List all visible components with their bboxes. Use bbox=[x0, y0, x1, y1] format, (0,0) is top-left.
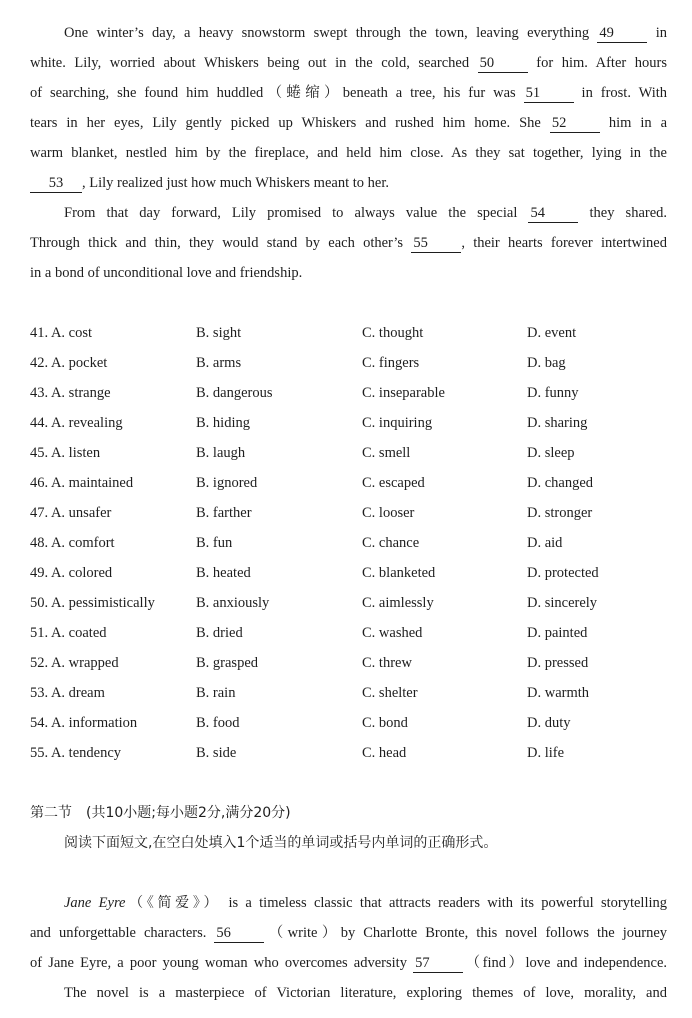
option-b[interactable]: B. dried bbox=[196, 625, 243, 641]
option-a[interactable]: 48. A. comfort bbox=[30, 535, 115, 551]
option-d[interactable]: D. painted bbox=[527, 625, 588, 641]
option-b[interactable]: B. arms bbox=[196, 355, 242, 371]
option-row bbox=[30, 562, 670, 592]
option-c[interactable]: C. escaped bbox=[362, 475, 425, 491]
option-row bbox=[30, 622, 670, 652]
option-a[interactable]: 45. A. listen bbox=[30, 445, 101, 461]
passage-line bbox=[30, 982, 667, 1012]
option-a[interactable]: 44. A. revealing bbox=[30, 415, 123, 431]
passage-text: and unforgettable characters. bbox=[30, 925, 207, 941]
passage-text: The novel is a masterpiece of Victorian literature, exploring themes of love, morality, and bbox=[64, 985, 667, 1001]
option-row bbox=[30, 652, 670, 682]
option-c[interactable]: C. fingers bbox=[362, 355, 420, 371]
passage-text: in frost. With bbox=[581, 85, 668, 101]
option-d[interactable]: D. warmth bbox=[527, 685, 590, 701]
blank-57[interactable]: 57 bbox=[413, 954, 463, 973]
passage-text: tears in her eyes, Lily gently picked up Whiskers and rushed him home. She bbox=[30, 115, 541, 131]
option-c[interactable]: C. blanketed bbox=[362, 565, 436, 581]
option-c[interactable]: C. head bbox=[362, 745, 407, 761]
option-row bbox=[30, 442, 670, 472]
option-c[interactable]: C. looser bbox=[362, 505, 415, 521]
option-d[interactable]: D. pressed bbox=[527, 655, 589, 671]
option-b[interactable]: B. grasped bbox=[196, 655, 259, 671]
option-c[interactable]: C. thought bbox=[362, 325, 424, 341]
option-d[interactable]: D. event bbox=[527, 325, 577, 341]
passage-line bbox=[30, 82, 667, 112]
blank-49[interactable]: 49 bbox=[597, 24, 647, 43]
option-row bbox=[30, 682, 670, 712]
option-c[interactable]: C. aimlessly bbox=[362, 595, 434, 611]
blank-55[interactable]: 55 bbox=[411, 234, 461, 253]
option-row bbox=[30, 412, 670, 442]
option-c[interactable]: C. inseparable bbox=[362, 385, 445, 401]
passage-line bbox=[30, 142, 667, 172]
section-two-instruction: 阅读下面短文,在空白处填入1个适当的单词或括号内单词的正确形式。 bbox=[64, 835, 498, 851]
option-a[interactable]: 43. A. strange bbox=[30, 385, 111, 401]
passage-text: （write）by Charlotte Bronte, this novel follows the journey bbox=[264, 925, 667, 941]
passage-text: is a timeless classic that attracts readers with its powerful storytelling bbox=[228, 895, 667, 911]
option-c[interactable]: C. washed bbox=[362, 625, 423, 641]
option-row bbox=[30, 712, 670, 742]
option-a[interactable]: 54. A. information bbox=[30, 715, 138, 731]
passage-line bbox=[30, 232, 667, 262]
passage-text: warm blanket, nestled him by the fireplace, and held him close. As they sat together, lying in the bbox=[30, 145, 667, 161]
passage-text: they shared. bbox=[589, 205, 668, 221]
passage-text: Through thick and thin, they would stand by each other’s bbox=[30, 235, 404, 251]
option-row bbox=[30, 352, 670, 382]
option-row bbox=[30, 382, 670, 412]
passage-text: （find）love and independence. bbox=[463, 955, 668, 971]
option-a[interactable]: 52. A. wrapped bbox=[30, 655, 119, 671]
passage-text: , Lily realized just how much Whiskers meant to her. bbox=[82, 175, 389, 191]
passage-text: , their hearts forever intertwined bbox=[461, 235, 667, 251]
passage-line bbox=[30, 262, 667, 292]
passage-text: white. Lily, worried about Whiskers being out in the cold, searched bbox=[30, 55, 470, 71]
option-a[interactable]: 55. A. tendency bbox=[30, 745, 122, 761]
option-a[interactable]: 51. A. coated bbox=[30, 625, 107, 641]
blank-54[interactable]: 54 bbox=[528, 204, 578, 223]
book-title: Jane Eyre bbox=[64, 895, 126, 911]
option-b[interactable]: B. rain bbox=[196, 685, 236, 701]
option-d[interactable]: D. duty bbox=[527, 715, 571, 731]
passage-line bbox=[30, 952, 667, 982]
option-b[interactable]: B. anxiously bbox=[196, 595, 270, 611]
section-two-heading: 第二节 (共10小题;每小题2分,满分20分) bbox=[30, 805, 291, 821]
option-d[interactable]: D. sharing bbox=[527, 415, 588, 431]
option-a[interactable]: 53. A. dream bbox=[30, 685, 105, 701]
option-b[interactable]: B. side bbox=[196, 745, 237, 761]
passage-line bbox=[30, 172, 667, 202]
option-a[interactable]: 50. A. pessimistically bbox=[30, 595, 155, 611]
option-a[interactable]: 46. A. maintained bbox=[30, 475, 134, 491]
option-b[interactable]: B. farther bbox=[196, 505, 252, 521]
passage-text: him in a bbox=[608, 115, 668, 131]
passage-text: From that day forward, Lily promised to always value the special bbox=[64, 205, 518, 221]
option-c[interactable]: C. bond bbox=[362, 715, 408, 731]
option-d[interactable]: D. funny bbox=[527, 385, 579, 401]
option-c[interactable]: C. shelter bbox=[362, 685, 418, 701]
passage-text: in bbox=[655, 25, 667, 41]
option-d[interactable]: D. bag bbox=[527, 355, 566, 371]
option-c[interactable]: C. smell bbox=[362, 445, 411, 461]
passage-text: for him. After hours bbox=[536, 55, 668, 71]
option-b[interactable]: B. dangerous bbox=[196, 385, 273, 401]
option-c[interactable]: C. chance bbox=[362, 535, 420, 551]
option-b[interactable]: B. food bbox=[196, 715, 240, 731]
option-d[interactable]: D. changed bbox=[527, 475, 594, 491]
option-d[interactable]: D. protected bbox=[527, 565, 599, 581]
passage-line bbox=[30, 52, 667, 82]
option-a[interactable]: 41. A. cost bbox=[30, 325, 93, 341]
option-b[interactable]: B. hiding bbox=[196, 415, 250, 431]
passage-line bbox=[30, 892, 667, 922]
option-b[interactable]: B. fun bbox=[196, 535, 233, 551]
blank-52[interactable]: 52 bbox=[550, 114, 600, 133]
option-b[interactable]: B. sight bbox=[196, 325, 242, 341]
option-d[interactable]: D. sincerely bbox=[527, 595, 598, 611]
passage-text: in a bond of unconditional love and friendship. bbox=[30, 265, 303, 281]
passage-text: of Jane Eyre, a poor young woman who overcomes adversity bbox=[30, 955, 407, 971]
passage-line bbox=[30, 22, 667, 52]
blank-56[interactable]: 56 bbox=[214, 924, 264, 943]
option-d[interactable]: D. stronger bbox=[527, 505, 593, 521]
option-c[interactable]: C. inquiring bbox=[362, 415, 433, 431]
blank-53[interactable]: 53 bbox=[30, 174, 82, 193]
option-b[interactable]: B. laugh bbox=[196, 445, 246, 461]
option-row bbox=[30, 532, 670, 562]
option-row bbox=[30, 322, 670, 352]
passage-line bbox=[30, 922, 667, 952]
book-title-cn: （《简爱》） bbox=[125, 895, 222, 911]
option-row bbox=[30, 592, 670, 622]
passage-text: of searching, she found him huddled（蜷缩）beneath a tree, his fur was bbox=[30, 85, 516, 101]
option-a[interactable]: 42. A. pocket bbox=[30, 355, 108, 371]
option-d[interactable]: D. sleep bbox=[527, 445, 575, 461]
option-row bbox=[30, 502, 670, 532]
option-b[interactable]: B. heated bbox=[196, 565, 251, 581]
blank-51[interactable]: 51 bbox=[524, 84, 574, 103]
passage-text: One winter’s day, a heavy snowstorm swept through the town, leaving everything bbox=[64, 25, 590, 41]
option-d[interactable]: D. aid bbox=[527, 535, 563, 551]
option-row bbox=[30, 472, 670, 502]
option-a[interactable]: 47. A. unsafer bbox=[30, 505, 112, 521]
blank-50[interactable]: 50 bbox=[478, 54, 528, 73]
passage-line bbox=[30, 202, 667, 232]
option-b[interactable]: B. ignored bbox=[196, 475, 258, 491]
option-a[interactable]: 49. A. colored bbox=[30, 565, 113, 581]
option-row bbox=[30, 742, 670, 772]
option-d[interactable]: D. life bbox=[527, 745, 565, 761]
option-c[interactable]: C. threw bbox=[362, 655, 412, 671]
passage-line bbox=[30, 112, 667, 142]
